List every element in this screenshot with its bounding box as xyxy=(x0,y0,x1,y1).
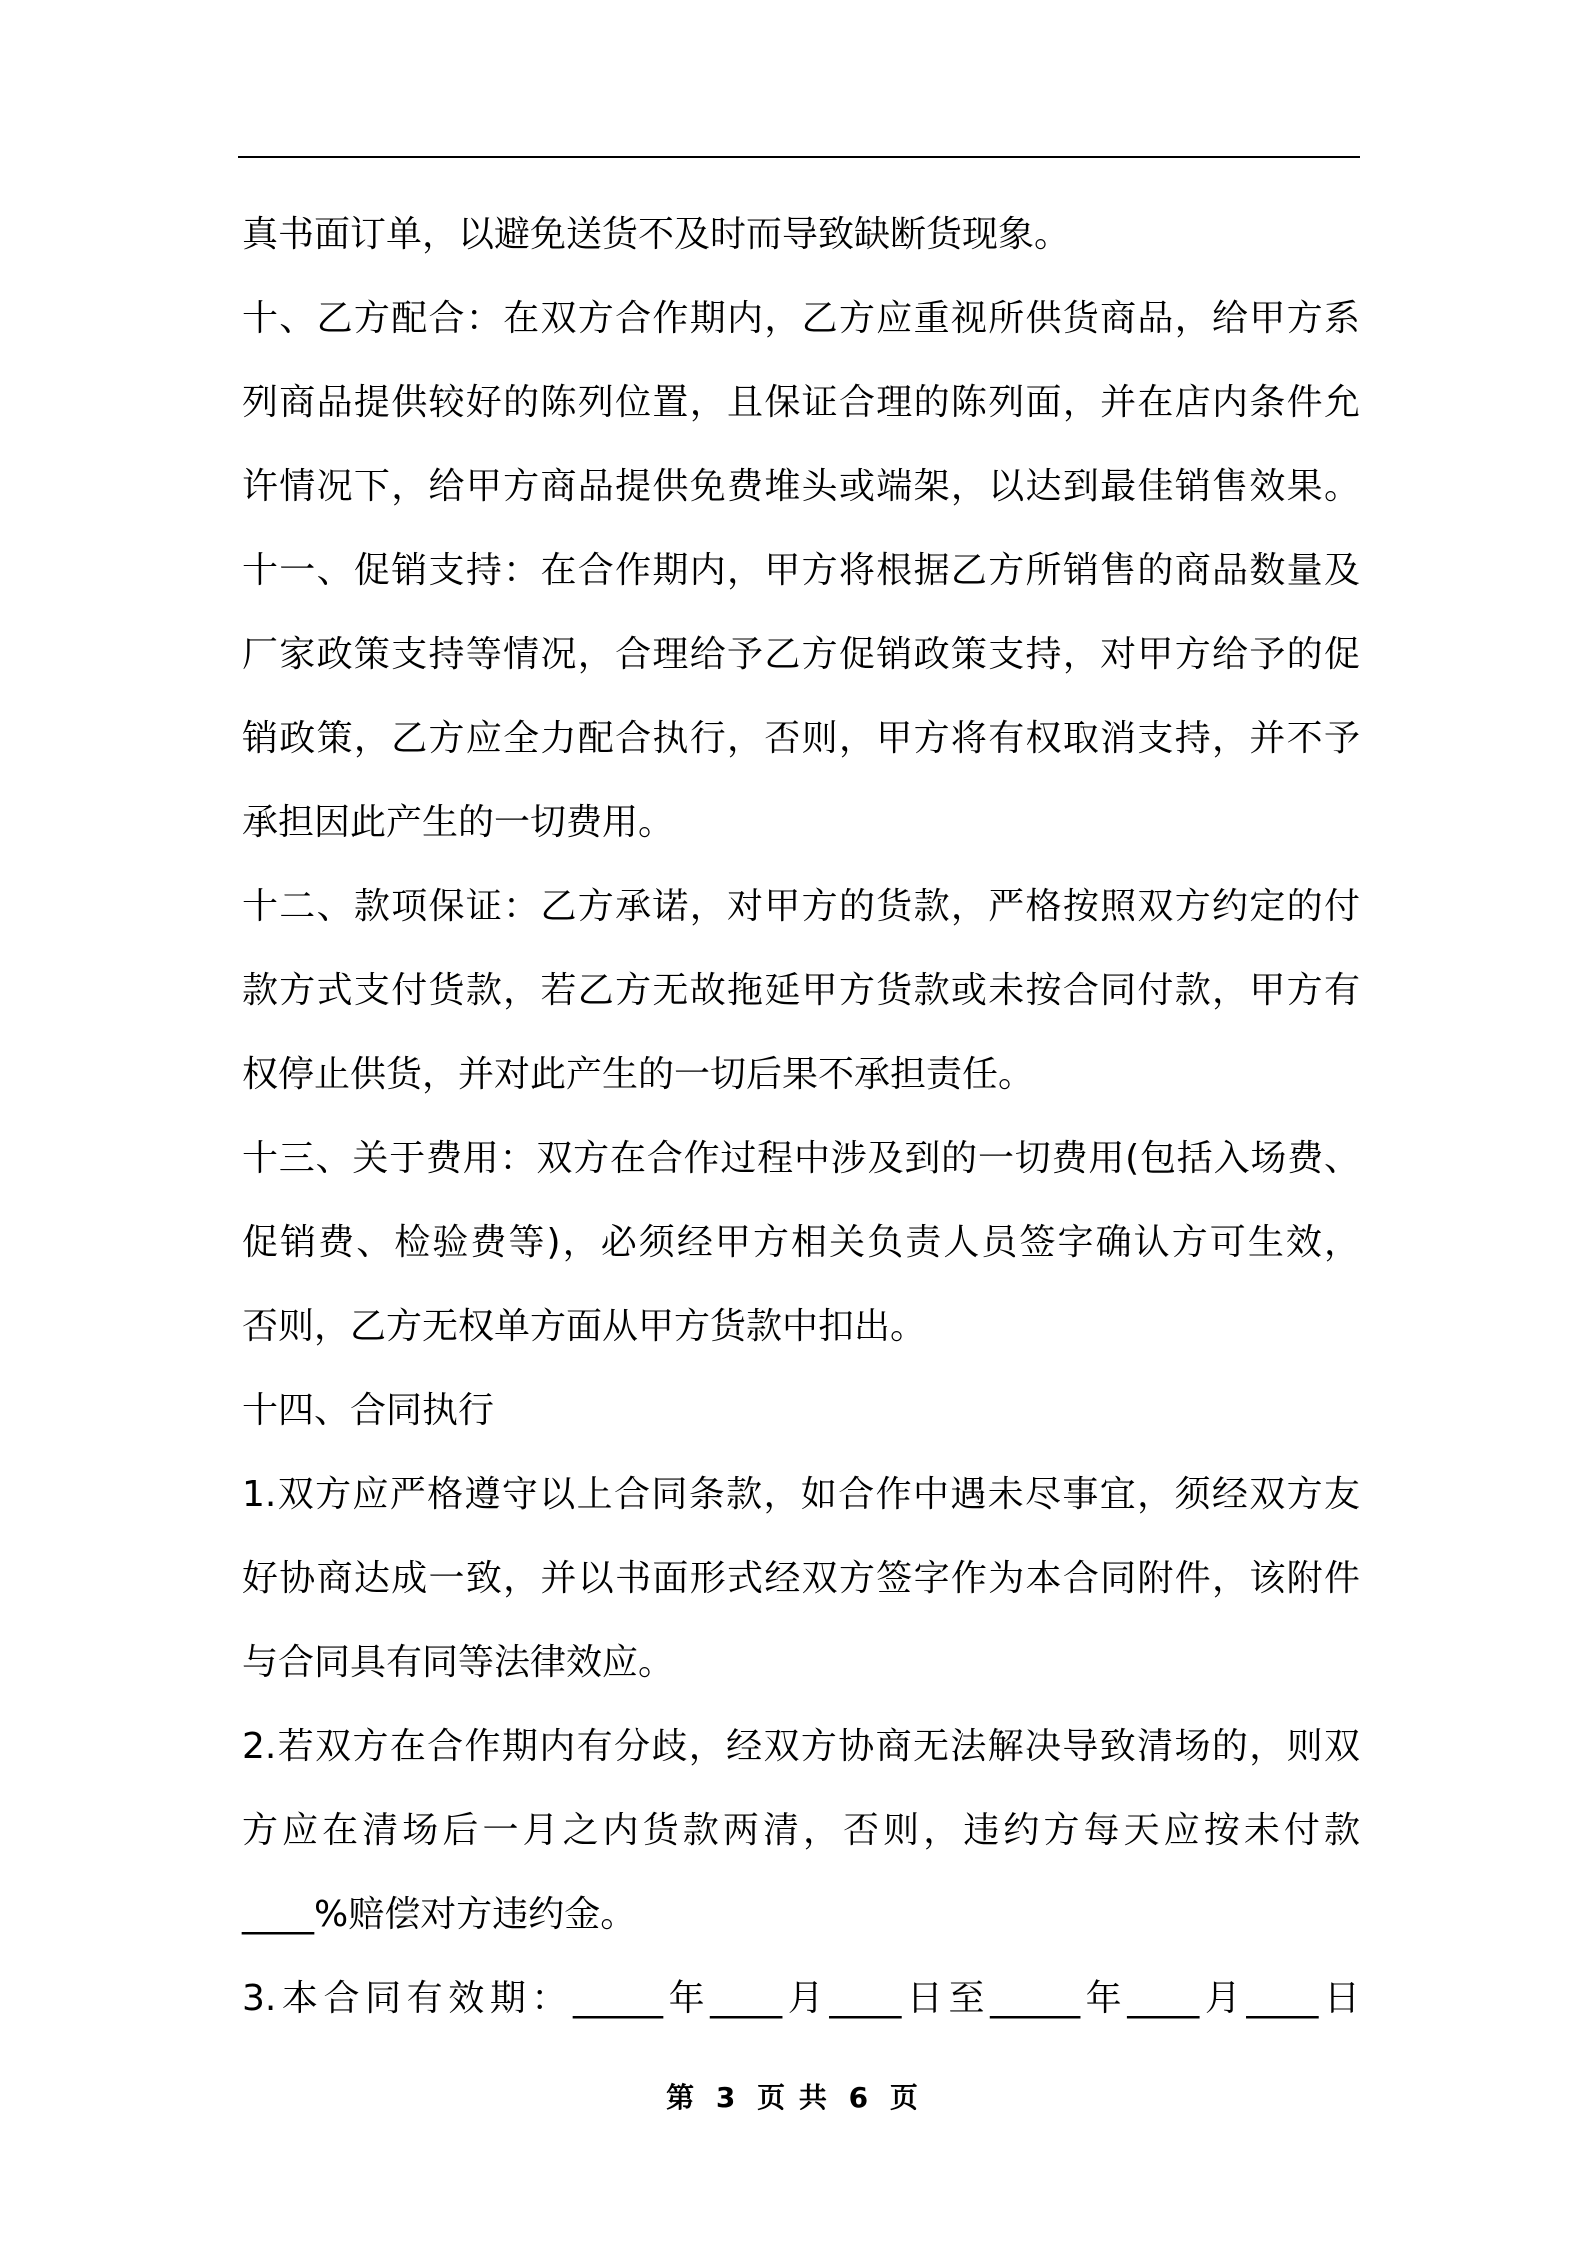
current-page-number: 3 xyxy=(715,2081,738,2114)
footer-suffix: 页 xyxy=(889,2081,920,2114)
header-rule xyxy=(238,156,1360,158)
page-footer xyxy=(0,2078,1586,2118)
section-heading: 十四、合同执行 xyxy=(242,1390,495,1431)
paragraph-line: 1.双方应严格遵守以上合同条款，如合作中遇未尽事宜，须经双方友 xyxy=(242,1474,1360,1515)
paragraph-line: 销政策，乙方应全力配合执行，否则，甲方将有权取消支持，并不予 xyxy=(242,718,1360,759)
footer-middle: 页 共 xyxy=(757,2081,829,2114)
paragraph-line: 好协商达成一致，并以书面形式经双方签字作为本合同附件，该附件 xyxy=(242,1558,1360,1599)
paragraph-line: 权停止供货，并对此产生的一切后果不承担责任。 xyxy=(242,1054,1035,1095)
paragraph-line: 款方式支付货款，若乙方无故拖延甲方货款或未按合同付款，甲方有 xyxy=(242,970,1360,1011)
paragraph-line: 许情况下，给甲方商品提供免费堆头或端架，以达到最佳销售效果。 xyxy=(242,466,1360,507)
paragraph-line: 方应在清场后一月之内货款两清，否则，违约方每天应按未付款 xyxy=(242,1810,1360,1851)
paragraph-line: 与合同具有同等法律效应。 xyxy=(242,1642,675,1683)
paragraph-line: 3.本合同有效期：_____年____月____日至_____年____月____日 xyxy=(242,1978,1360,2019)
paragraph-line: 2.若双方在合作期内有分歧，经双方协商无法解决导致清场的，则双 xyxy=(242,1726,1360,1767)
paragraph-line: 十一、促销支持：在合作期内，甲方将根据乙方所销售的商品数量及 xyxy=(242,550,1360,591)
document-body xyxy=(242,193,1360,2041)
paragraph-line: 厂家政策支持等情况，合理给予乙方促销政策支持，对甲方给予的促 xyxy=(242,634,1360,675)
paragraph-line: 否则，乙方无权单方面从甲方货款中扣出。 xyxy=(242,1306,927,1347)
paragraph-line: 促销费、检验费等)，必须经甲方相关负责人员签字确认方可生效， xyxy=(242,1222,1360,1263)
paragraph-line: 十三、关于费用：双方在合作过程中涉及到的一切费用(包括入场费、 xyxy=(242,1138,1360,1179)
footer-prefix: 第 xyxy=(666,2081,697,2114)
paragraph-line: 十二、款项保证：乙方承诺，对甲方的货款，严格按照双方约定的付 xyxy=(242,886,1360,927)
paragraph-line: 承担因此产生的一切费用。 xyxy=(242,802,675,843)
paragraph-line: 列商品提供较好的陈列位置，且保证合理的陈列面，并在店内条件允 xyxy=(242,382,1360,423)
paragraph-line: ____%赔偿对方违约金。 xyxy=(242,1894,637,1935)
paragraph-line: 真书面订单，以避免送货不及时而导致缺断货现象。 xyxy=(242,214,1071,255)
paragraph-line: 十、乙方配合：在双方合作期内，乙方应重视所供货商品，给甲方系 xyxy=(242,298,1360,339)
total-page-count: 6 xyxy=(848,2081,871,2114)
